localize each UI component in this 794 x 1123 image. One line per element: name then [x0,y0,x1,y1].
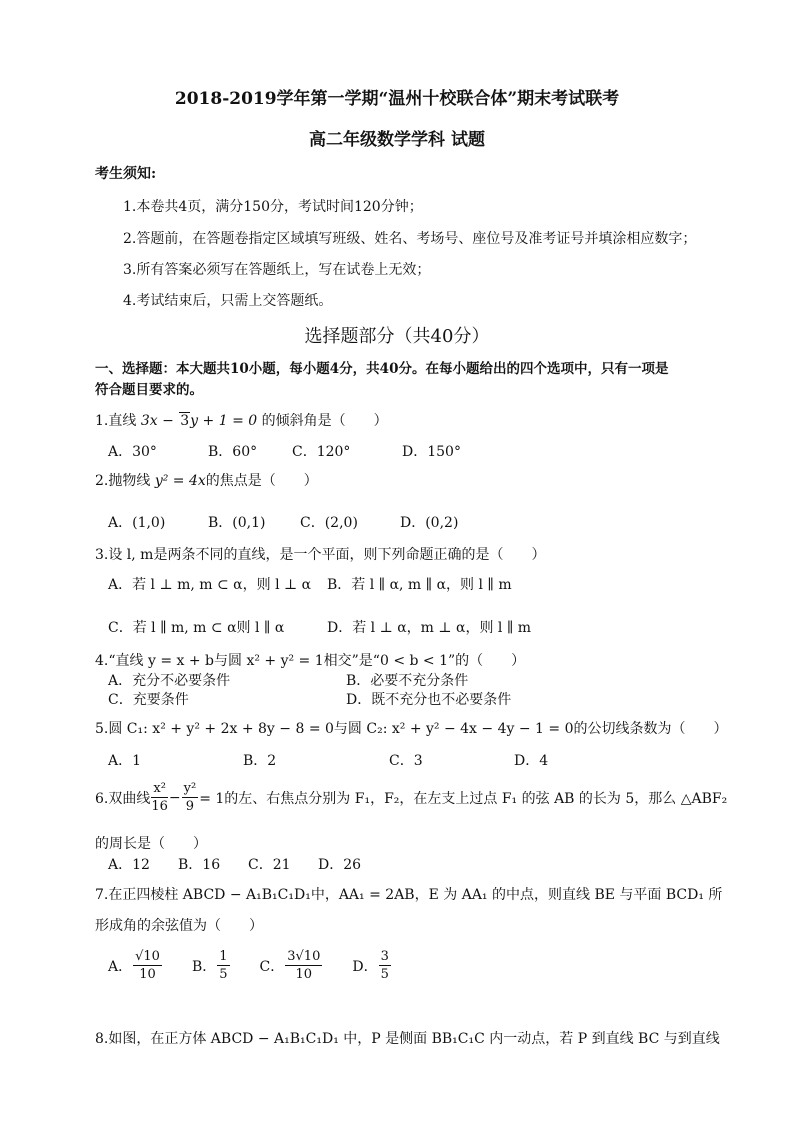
option-label: B． [191,958,217,975]
question-5-option: A．1 [108,753,142,769]
question-2-stem [95,470,318,490]
q1-math: 3x − [140,413,174,429]
question-7-stem: 7.在正四棱柱 ABCD − A₁B₁C₁D₁中，AA₁ = 2AB，E 为 AA₁ 的中点，则直线 BE 与平面 BCD₁ 所 [95,887,723,903]
section-instruction: 一、选择题：本大题共10小题，每小题4分，共40分。在每小题给出的四个选项中，只有一项是 [95,361,669,377]
q2-math: y² = 4x [154,473,206,489]
fraction [182,782,199,813]
question-1-option: B．60° [208,444,258,460]
fraction-denominator: 10 [139,967,156,982]
question-1-option: A．30° [108,444,157,460]
question-4-stem: 4.“直线 y = x + b与圆 x² + y² = 1相交”是“0 < b < 1”的（ ） [95,653,526,669]
option-label: D． [352,958,378,975]
fraction [151,782,168,813]
sqrt-sign: 3 [180,413,190,429]
q2-text: 的焦点是（ ） [205,473,318,489]
question-2-option: D．(0,2) [400,515,459,531]
question-7-stem-line2: 形成角的余弦值为（ ） [95,918,263,934]
question-6-option: A．12 [108,857,150,873]
fraction-denominator: 16 [151,799,168,814]
fraction-denominator: 5 [380,967,389,982]
question-1-stem [95,410,388,430]
question-4-option: B．必要不充分条件 [346,673,469,689]
q2-text: 2.抛物线 [95,473,151,489]
fraction-denominator: 5 [219,967,228,982]
fraction-numerator: 3√10 [287,949,321,964]
question-3-option: A．若 l ⊥ m, m ⊂ α，则 l ⊥ α [108,577,312,593]
notice-item: 2.答题前，在答题卷指定区域填写班级、姓名、考场号、座位号及准考证号并填涂相应数字； [123,231,697,247]
option-label: C． [259,958,285,975]
question-7-options [108,950,392,981]
q1-math: y + 1 = 0 [190,413,258,429]
fraction [285,950,322,981]
notice-item: 1.本卷共4页，满分150分，考试时间120分钟； [123,199,423,215]
question-6-option: C．21 [248,857,291,873]
fraction-denominator: 10 [295,967,313,982]
question-6-option: D．26 [318,857,362,873]
exam-subtitle: 高二年级数学学科 试题 [309,130,485,150]
fraction-denominator: 9 [185,799,195,814]
notice-item: 4.考试结束后，只需上交答题纸。 [123,293,333,309]
fraction [133,950,162,981]
q1-text: 的倾斜角是（ ） [261,413,388,429]
question-4-option: C．充要条件 [108,692,189,708]
question-5-stem: 5.圆 C₁: x² + y² + 2x + 8y − 8 = 0与圆 C₂: x² + y² − 4x − 4y − 1 = 0的公切线条数为（ ） [95,721,728,737]
question-6-stem-line2: 的周长是（ ） [95,836,207,852]
question-6-option: B．16 [178,857,221,873]
minus-sign: − [168,789,181,806]
question-5-option: D．4 [514,753,549,769]
question-5-option: B．2 [243,753,277,769]
question-3-option: D．若 l ⊥ α，m ⊥ α，则 l ∥ m [327,620,532,636]
section-instruction: 符合题目要求的。 [95,382,203,398]
question-3-option: C．若 l ∥ m, m ⊂ α则 l ∥ α [108,620,285,636]
question-4-option: D．既不充分也不必要条件 [346,692,512,708]
question-1-option: D．150° [402,444,461,460]
question-6-stem [95,782,727,813]
fraction-numerator: 1 [219,949,228,964]
q6-text: = 1的左、右焦点分别为 F₁，F₂，在左支上过点 F₁ 的弦 AB 的长为 5，那么 △ABF₂ [199,790,728,807]
question-8-stem: 8.如图，在正方体 ABCD − A₁B₁C₁D₁ 中，P 是侧面 BB₁C₁C 内一动点，若 P 到直线 BC 与到直线 [95,1031,720,1047]
notice-heading: 考生须知: [95,166,157,182]
section-title: 选择题部分（共40分） [304,326,490,347]
exam-title: 2018-2019学年第一学期“温州十校联合体”期末考试联考 [174,89,620,109]
q1-text: 1.直线 [95,413,137,429]
question-2-option: C．(2,0) [300,515,358,531]
question-2-option: A．(1,0) [108,515,166,531]
question-2-option: B．(0,1) [208,515,266,531]
question-3-option: B．若 l ∥ α, m ∥ α，则 l ∥ m [327,577,512,593]
fraction-numerator: y² [183,781,197,796]
fraction [217,950,229,981]
option-label: A． [108,958,133,975]
q6-text: 6.双曲线 [95,790,151,807]
notice-item: 3.所有答案必须写在答题纸上，写在试卷上无效； [123,262,431,278]
fraction-numerator: x² [153,781,166,796]
fraction-numerator: 3 [380,949,389,964]
question-1-option: C．120° [292,444,351,460]
fraction [379,950,391,981]
fraction-numerator: √10 [135,949,160,964]
question-4-option: A．充分不必要条件 [108,673,231,689]
question-3-stem: 3.设 l, m是两条不同的直线，是一个平面，则下列命题正确的是（ ） [95,547,546,563]
question-5-option: C．3 [389,753,423,769]
